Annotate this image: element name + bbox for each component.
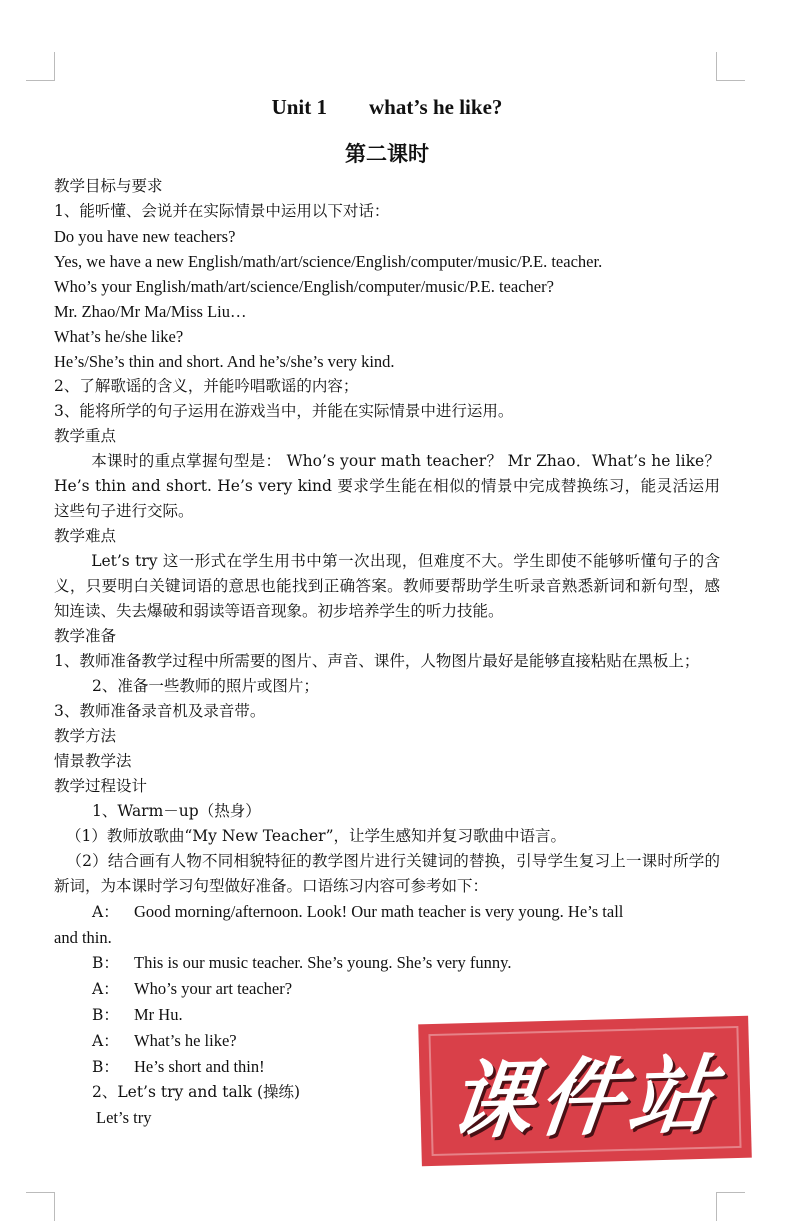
- dialog-speaker: B：: [92, 1006, 119, 1024]
- objective-line: What’s he/she like?: [54, 327, 184, 346]
- objective-line: He’s/She’s thin and short. And he’s/she’s very kind.: [54, 352, 395, 371]
- dialog-text: Who’s your art teacher?: [134, 979, 293, 998]
- lets-try-label: Let’s try: [96, 1108, 152, 1127]
- page-corner-bottom-right: [716, 1192, 745, 1221]
- key-points-paragraph: 本课时的重点掌握句型是： Who’s your math teacher？ Mr Zhao．What’s he like？He’s thin and short. He’s very kind 要求学生能在相似的情景中完成替换练习，能灵活运用这些句子进行交际。: [54, 452, 720, 520]
- dialog-line: [54, 899, 720, 925]
- objective-line: Do you have new teachers?: [54, 227, 236, 246]
- preparation-item-3: 3、教师准备录音机及录音带。: [54, 702, 266, 720]
- preparation-item-2: 2、准备一些教师的照片或图片；: [92, 677, 319, 695]
- dialog-continuation: and thin.: [54, 928, 112, 947]
- dialog-speaker: B：: [92, 1058, 119, 1076]
- difficulties-heading: 教学难点: [54, 527, 117, 545]
- key-points-heading: 教学重点: [54, 427, 117, 445]
- preparation-item-1: 1、教师准备教学过程中所需要的图片、声音、课件，人物图片最好是能够直接粘贴在黑板上；: [54, 652, 700, 670]
- page-corner-top-left: [26, 52, 55, 81]
- dialog-line: [54, 976, 720, 1002]
- process-step-1: （1）教师放歌曲“My New Teacher”，让学生感知并复习歌曲中语言。: [66, 827, 566, 845]
- preparation-heading: 教学准备: [54, 627, 117, 645]
- document-body: [54, 94, 720, 1130]
- objective-line: Who’s your English/math/art/science/English/computer/music/P.E. teacher?: [54, 277, 554, 296]
- dialog-text: Mr Hu.: [134, 1005, 183, 1024]
- lets-try-talk-step: 2、Let’s try and talk (操练): [92, 1083, 301, 1101]
- dialog-speaker: B：: [92, 954, 119, 972]
- process-step-2: （2）结合画有人物不同相貌特征的教学图片进行关键词的替换，引导学生复习上一课时所学的新词，为本课时学习句型做好准备。口语练习内容可参考如下：: [54, 852, 720, 895]
- dialog-speaker: A：: [92, 1032, 119, 1050]
- objective-line: 3、能将所学的句子运用在游戏当中，并能在实际情景中进行运用。: [54, 402, 514, 420]
- watermark-stamp: [420, 1018, 750, 1164]
- page-corner-bottom-left: [26, 1192, 55, 1221]
- dialog-text: This is our music teacher. She’s young. She’s very funny.: [134, 953, 512, 972]
- objective-line: 1、能听懂、会说并在实际情景中运用以下对话：: [54, 202, 390, 220]
- objective-line: 2、了解歌谣的含义，并能吟唱歌谣的内容；: [54, 377, 359, 395]
- dialog-text: What’s he like?: [134, 1031, 237, 1050]
- difficulties-paragraph: Let’s try 这一形式在学生用书中第一次出现，但难度不大。学生即使不能够听懂句子的含义，只要明白关键词语的意思也能找到正确答案。教师要帮助学生听录音熟悉新词和新句型，感知连读、失去爆破和弱读等语音现象。初步培养学生的听力技能。: [54, 552, 720, 620]
- warmup-step: 1、Warm－up（热身）: [92, 802, 261, 820]
- objectives-heading: 教学目标与要求: [54, 177, 163, 195]
- document-title: Unit 1 what’s he like?: [271, 95, 503, 119]
- watermark-text: 课件站: [443, 1044, 725, 1151]
- objective-line: Mr. Zhao/Mr Ma/Miss Liu…: [54, 302, 247, 321]
- page-corner-top-right: [716, 52, 745, 81]
- method-text: 情景教学法: [54, 752, 132, 770]
- lesson-subtitle: 第二课时: [345, 141, 429, 166]
- process-heading: 教学过程设计: [54, 777, 148, 795]
- dialog-line: [54, 950, 720, 976]
- dialog-text: Good morning/afternoon. Look! Our math teacher is very young. He’s tall: [134, 902, 624, 921]
- method-heading: 教学方法: [54, 727, 117, 745]
- objective-line: Yes, we have a new English/math/art/science/English/computer/music/P.E. teacher.: [54, 252, 603, 271]
- dialog-text: He’s short and thin!: [134, 1057, 265, 1076]
- dialog-speaker: A：: [92, 903, 119, 921]
- dialog-speaker: A：: [92, 980, 119, 998]
